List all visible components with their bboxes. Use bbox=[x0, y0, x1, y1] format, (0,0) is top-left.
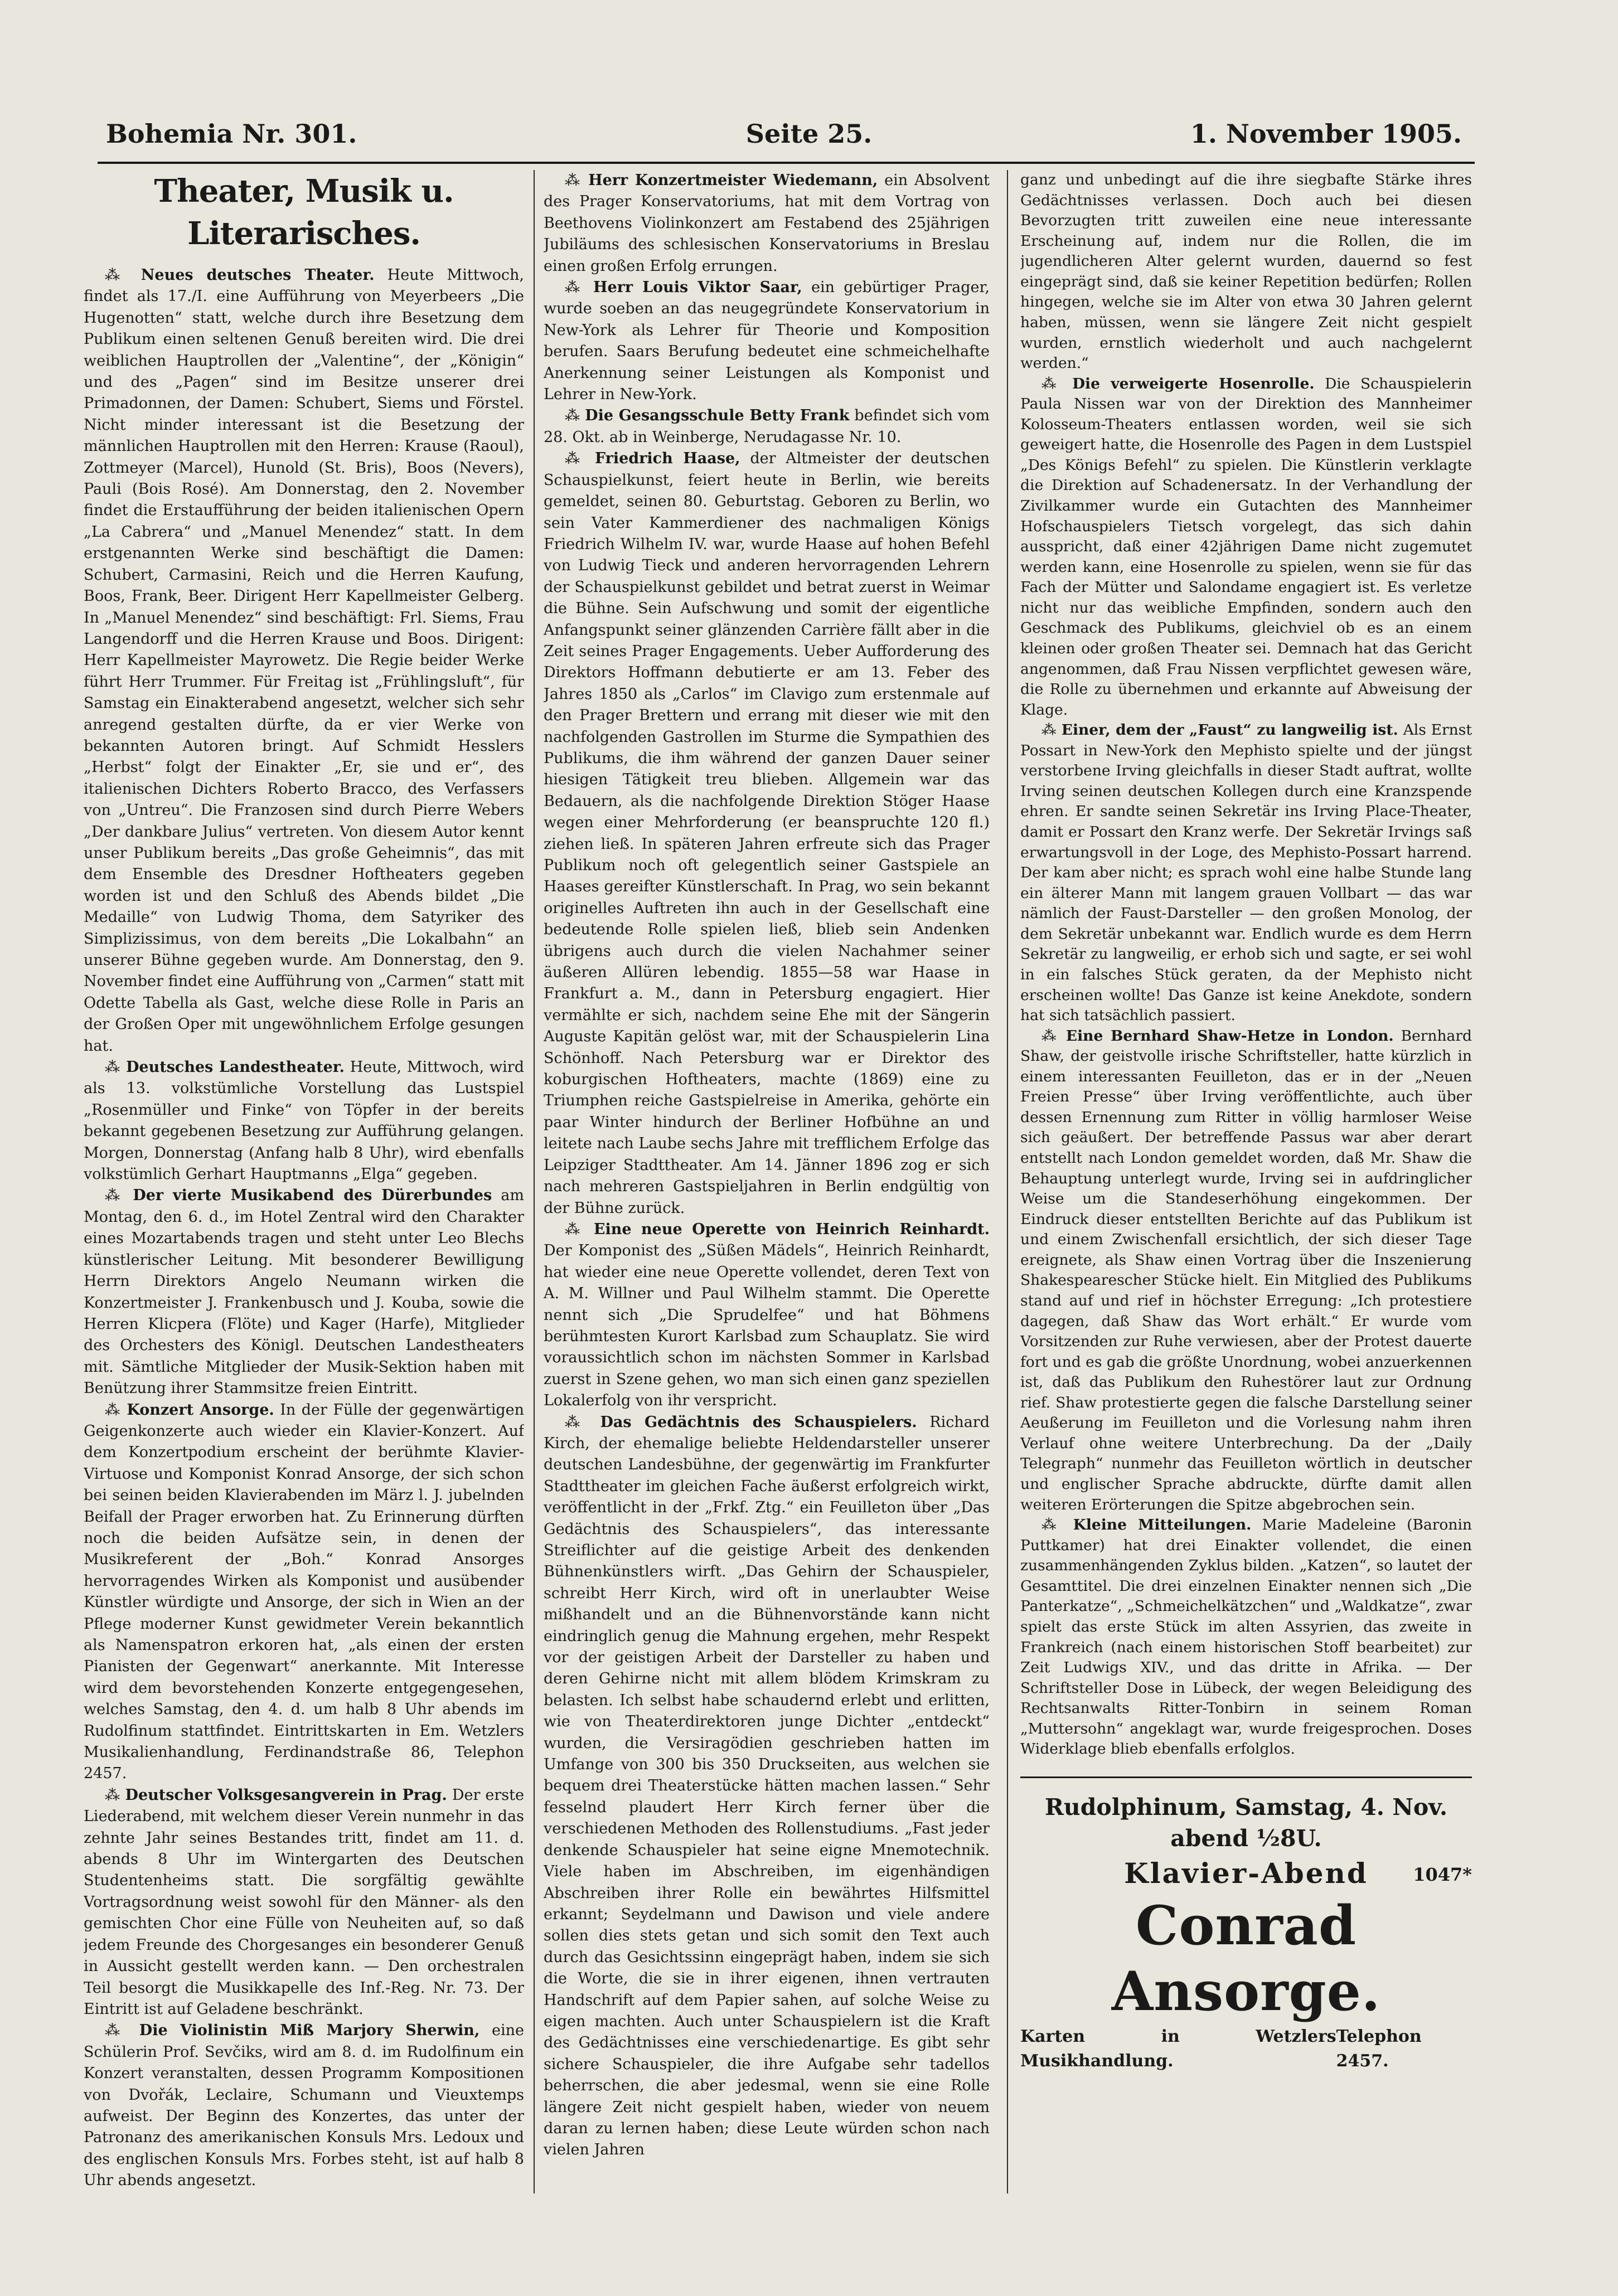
article-marker-icon: ⁂ bbox=[565, 1220, 594, 1238]
ad-footer bbox=[1020, 2025, 1472, 2074]
column-2 bbox=[544, 170, 990, 2199]
header-issue: Bohemia Nr. 301. bbox=[106, 119, 357, 149]
article-text: Marie Madeleine (Baronin Puttkamer) hat drei Einakter vollendet, die einen zusammenhängenden Zyklus bilden. „Katzen“, so lautet der Gesamttitel. Die drei einzelnen Einakter nennen sich „Die Panterkatze“, „Schmeichelkätzchen“ und „Waldkatze“, zwar spielt das erste Stück im alten Assyrien, das zweite in Frankreich (nach einem historischen Stoff bearbeitet) zur Zeit Ludwigs XIV., und das dritte in Afrika. — Der Schriftsteller Dose in Lübeck, der wegen Beleidigung des Rechtsanwalts Ritter-Tonbirn in seinem Roman „Muttersohn“ angeklagt war, wurde freigesprochen. Doses Widerklage blieb ebenfalls erfolglos. bbox=[1020, 1516, 1472, 1758]
article bbox=[84, 2020, 524, 2191]
ad-venue-line: Rudolphinum, Samstag, 4. Nov. abend ½8U. bbox=[1044, 1793, 1448, 1852]
article bbox=[1020, 1515, 1472, 1760]
article bbox=[544, 277, 990, 405]
article-text: ganz und unbedingt auf die ihre siegbafte Stärke ihres Gedächtnisses verlassen. Doch auch bei diesen Bevorzugten tritt zuweilen eine neue interessante Erscheinung auf, indem nur die Rollen, die im jugendlicheren Alter gelernt wurden, dauernd so fest eingeprägt sind, daß sie keiner Repetition bedürfen; Rollen hingegen, welche sie im Alter von etwa 30 Jahren gelernt haben, müssen, wenn sie längere Zeit nicht gespielt wurden, ernstlich wiederholt und auch nachgelernt werden.“ bbox=[1020, 171, 1472, 372]
header-page-number: Seite 25. bbox=[745, 119, 873, 149]
article-title: Neues deutsches Theater. bbox=[141, 266, 375, 284]
header-rule bbox=[98, 162, 1475, 164]
article-marker-icon: ⁂ bbox=[1041, 721, 1062, 739]
ad-number: 1047* bbox=[1413, 1863, 1472, 1885]
article-marker-icon: ⁂ bbox=[565, 172, 589, 189]
section-title: Theater, Musik u. Literarisches. bbox=[154, 173, 454, 252]
article bbox=[1020, 374, 1472, 721]
article-text: Bernhard Shaw, der geistvolle irische Schriftsteller, hatte kürzlich in einem interessanten Feuilleton, das er in der „Neuen Freien Presse“ über Irving veröffentlichte, auch über dessen Ernennung zum Ritter in völlig harmloser Weise sich geäußert. Der betreffende Passus war aber derart entstellt nach London gemeldet worden, daß Mr. Shaw die Behauptung unterlegt wurde, Irving sei in aufdringlicher Weise um die Standeserhöhung eingekommen. Der Eindruck dieser entstellten Berichte auf das Publikum ist und einem Zwischenfall ersichtlich, der sich dieser Tage ereignete, als Shaw einen Vortrag über die Inszenierung Shakespearescher Stücke hielt. Ein Mitglied des Publikums stand auf und rief in höchster Erregung: „Ich protestiere dagegen, daß Shaw das Wort erhält.“ Er wurde vom Vorsitzenden zur Ruhe verwiesen, aber der Protest dauerte fort und es gab die größte Unordnung, wobei anzuerkennen ist, daß das Publikum den Ruhestörer laut zur Ordnung rief. Shaw protestierte gegen die falsche Darstellung seiner Aeußerung im Feuilleton und die Vorlesung nahm ihren Verlauf ohne weitere Unterbrechung. Da der „Daily Telegraph“ nunmehr das Feuilleton wörtlich in deutscher und englischer Sprache abdruckte, dürfte damit allen weiteren Erörterungen die Spitze abgebrochen sein. bbox=[1020, 1027, 1472, 1513]
article-text: eine Schülerin Prof. Sevčiks, wird am 8. d. im Rudolfinum ein Konzert veranstalten, dessen Programm Kompositionen von Dvořák, Leclaire, Schumann und Vieuxtemps aufweist. Der Beginn des Konzertes, das unter der Patronanz des amerikanischen Konsuls Mrs. Ledoux und des englischen Konsuls Mrs. Forbes steht, ist auf halb 8 Uhr abends angesetzt. bbox=[84, 2022, 524, 2190]
article-marker-icon: ⁂ bbox=[105, 1187, 133, 1205]
article bbox=[544, 1219, 990, 1412]
article-title: Deutscher Volksgesangverein in Prag. bbox=[125, 1786, 447, 1804]
article-title: Der vierte Musikabend des Dürerbundes bbox=[133, 1187, 492, 1205]
article bbox=[84, 265, 524, 1057]
article bbox=[1020, 720, 1472, 1026]
advertisement bbox=[1020, 1776, 1472, 2074]
ad-telephone: Telephon 2457. bbox=[1336, 2026, 1422, 2071]
ad-event-title: Klavier-Abend bbox=[1124, 1856, 1368, 1890]
article-text: Heute, Mittwoch, wird als 13. volkstümliche Vorstellung das Lustspiel „Rosenmüller und Finke“ von Töpfer in der bereits bekannt gegebenen Besetzung zur Aufführung gelangen. Morgen, Donnerstag (Anfang halb 8 Uhr), wird ebenfalls volkstümlich Gerhart Hauptmanns „Elga“ gegeben. bbox=[84, 1059, 524, 1183]
article-title: Die verweigerte Hosenrolle. bbox=[1072, 375, 1315, 392]
article-text: Der Komponist des „Süßen Mädels“, Heinrich Reinhardt, hat wieder eine neue Operette vollendet, deren Text von A. M. Willner und Paul Wilhelm stammt. Die Operette nennt sich „Die Sprudelfee“ und hat Böhmens berühmtesten Kurort Karlsbad zum Schauplatz. Sie wird voraussichtlich schon im nächsten Sommer in Karlsbad zuerst in Szene gehen, wo man sich einen ganz speziellen Lokalerfolg von ihr verspricht. bbox=[544, 1242, 990, 1410]
article bbox=[84, 1785, 524, 2020]
article-text: am Montag, den 6. d., im Hotel Zentral wird den Charakter eines Mozartabends tragen und steht unter Leo Blechs künstlerischer Leitung. Mit besonderer Bewilligung Herrn Direktors Angelo Neumann wirken die Konzertmeister J. Frankenbusch und J. Kouba, sowie die Herren Klicpera (Flöte) und Kager (Harfe), Mitglieder des Orchesters des Königl. Deutschen Landestheaters mit. Sämtliche Mitglieder der Musik-Sektion haben mit Benützung ihrer Stammsitze freien Eintritt. bbox=[84, 1187, 524, 1397]
article bbox=[544, 448, 990, 1219]
column-divider bbox=[1007, 170, 1008, 2193]
article-text: Die Schauspielerin Paula Nissen war von der Direktion des Mannheimer Kolosseum-Theaters entlassen worden, weil sie sich geweigert hatte, die Hosenrolle des Pagen in dem Lustspiel „Des Königs Befehl“ zu spielen. Die Künstlerin verklagte die Direktion auf Schadenersatz. In der Verhandlung der Zivilkammer wurde ein Gutachten des Mannheimer Hofschauspielers Tietsch vorgelegt, das sich dahin ausspricht, daß einer 42jährigen Dame nicht zugemutet werden kann, eine Hosenrolle zu spielen, wenn sie für das Fach der Mütter und Salondame engagiert ist. Es verletze nicht nur das weibliche Empfinden, sondern auch den Geschmack des Publikums, gleichviel ob es an einem kleinen oder großen Theater sei. Demnach hat das Gericht angenommen, daß Frau Nissen verpflichtet gewesen wäre, die Rolle zu übernehmen und erkannte auf Abweisung der Klage. bbox=[1020, 375, 1472, 719]
article-marker-icon: ⁂ bbox=[105, 1401, 127, 1419]
article-text: ein Absolvent des Prager Konservatoriums, hat mit dem Vortrag von Beethovens Violinkonzert am Festabend des 25jährigen Jubiläums des schlesischen Konservatoriums in Breslau einen großen Erfolg errungen. bbox=[544, 172, 990, 275]
article-title: Herr Louis Viktor Saar, bbox=[593, 279, 802, 297]
article-text: Heute Mittwoch, findet als 17./I. eine Aufführung von Meyerbeers „Die Hugenotten“ statt, welche durch ihre Besetzung dem Publikum einen seltenen Genuß bereiten wird. Die drei weiblichen Hauptrollen der „Valentine“, der „Königin“ und des „Pagen“ sind im Besitze unserer drei Primadonnen, der Damen: Schubert, Siems und Förstel. Nicht minder interessant ist die Besetzung der männlichen Hauptrollen mit den Herren: Krause (Raoul), Zottmeyer (Marcel), Hunold (St. Bris), Boos (Nevers), Pauli (Bois Rosé). Am Donnerstag, den 2. November findet die Erstaufführung der beiden italienischen Opern „La Cabrera“ und „Manuel Menendez“ statt. In dem erstgenannten Werke sind beschäftigt die Damen: Schubert, Carmasini, Reich und die Herren Kaufung, Boos, Frank, Beer. Dirigent Herr Kapellmeister Gelberg. In „Manuel Menendez“ sind beschäftigt: Frl. Siems, Frau Langendorff und die Herren Krause und Boos. Dirigent: Herr Kapellmeister Mayrowetz. Die Regie beider Werke führt Herr Trummer. Für Freitag ist „Frühlingsluft“, für Samstag ein Einakterabend angesetzt, welcher sich sehr anregend gestalten dürfte, da er vier Werke von bekannten Autoren bringt. Auf Schmidt Hesslers „Herbst“ folgt der Einakter „Er, sie und er“, des italienischen Dichters Roberto Bracco, des Verfassers von „Untreu“. Die Franzosen sind durch Pierre Webers „Der dankbare Julius“ vertreten. Von diesem Autor kennt unser Publikum bereits „Das große Geheimnis“, das mit dem Ensemble des Dresdner Hoftheaters gegeben worden ist und den Schluß des Abends bildet „Die Medaille“ von Ludwig Thoma, dem Satyriker des Simplizissimus, von dem bereits „Die Lokalbahn“ an unserer Bühne gegeben wurde. Am Donnerstag, den 9. November findet eine Aufführung von „Carmen“ statt mit Odette Tabella als Gast, welche diese Rolle in Paris an der Großen Oper mit ungewöhnlichem Erfolge gesungen hat. bbox=[84, 266, 524, 1055]
article-title: Die Gesangsschule Betty Frank bbox=[585, 407, 850, 425]
article-text: Als Ernst Possart in New-York den Mephisto spielte und der jüngst verstorbene Irving gleichfalls in dieser Stadt auftrat, wollte Irving seinen deutschen Kollegen durch eine Kranzspende ehren. Er sandte seinen Sekretär ins Irving Place-Theater, damit er Possart den Kranz werfe. Der Sekretär Irvings saß erwartungsvoll in der Loge, des Mephisto-Possart harrend. Der kam aber nicht; es sprach wohl eine halbe Stunde lang ein älterer Mann mit langem grauen Vollbart — das war nämlich der Faust-Darsteller — den großen Monolog, der dem Sekretär unbekannt war. Endlich wurde es dem Herrn Sekretär zu langweilig, er erhob sich und sagte, er sei wohl in ein falsches Stück geraten, da der Mephisto nicht erscheinen wollte! Das Ganze ist keine Anekdote, sondern hat sich tatsächlich passiert. bbox=[1020, 721, 1472, 1025]
article-marker-icon: ⁂ bbox=[565, 1413, 600, 1431]
column-3-articles bbox=[1020, 170, 1472, 1760]
article-text: Richard Kirch, der ehemalige beliebte Heldendarsteller unserer deutschen Landesbühne, der gegenwärtig im Frankfurter Stadttheater im gleichen Fache äußerst erfolgreich wirkt, veröffentlicht in der „Frkf. Ztg.“ ein Feuilleton über „Das Gedächtnis des Schauspielers“, das interessante Streiflichter auf die geistige Arbeit des denkenden Bühnenkünstlers wirft. „Das Gehirn der Schauspieler, schreibt Herr Kirch, wird oft in unerlaubter Weise mißhandelt und an die Bühnenvorstände kann nicht eindringlich genug die Mahnung ergehen, mehr Respekt vor der geistigen Arbeit der Darsteller zu haben und deren Gehirne nicht mit allem blödem Krimskram zu belasten. Ich selbst habe schaudernd erlebt und erlitten, wie von Theaterdirektoren junge Dichter „entdeckt“ wurden, die Versiragödien geschrieben hatten im Umfange von 300 bis 350 Druckseiten, aus welchen sie bequem drei Theaterstücke hätten machen lassen.“ Sehr fesselnd plaudert Herr Kirch ferner über die verschiedenen Methoden des Rollenstudiums. „Fast jeder denkende Schauspieler hat seine eigne Mnemotechnik. Viele haben im Abschreiben, im eigenhändigen Abschreiben ihrer Rolle ein bewährtes Hilfsmittel erkannt; Seydelmann und Dawison und viele andere sollen dies stets getan und sich somit den Text auch durch das Gesichtssinn eingeprägt haben, indem sie sich die Worte, die sie in ihrer eigenen, ihnen vertrauten Handschrift auf dem Papier sahen, auf solche Weise zu eigen machten. Auch unter Schauspielern ist die Kraft des Gedächtnisses eine verschiedenartige. Es gibt sehr sichere Schauspieler, die ihre Aufgabe sehr tadellos beherrschen, die aber jedesmal, wenn sie eine Rolle längere Zeit nicht gespielt haben, wieder von neuem daran zu lernen haben; diese Leute würden schon nach vielen Jahren bbox=[544, 1413, 990, 2159]
article-marker-icon: ⁂ bbox=[105, 1786, 125, 1804]
article-title: Kleine Mitteilungen. bbox=[1073, 1516, 1252, 1534]
article bbox=[84, 1057, 524, 1185]
article-title: Einer, dem der „Faust“ zu langweilig ist. bbox=[1061, 721, 1398, 739]
article bbox=[544, 1412, 990, 2161]
article-marker-icon: ⁂ bbox=[105, 2022, 139, 2040]
article-marker-icon: ⁂ bbox=[105, 1059, 126, 1076]
article-marker-icon: ⁂ bbox=[565, 279, 593, 297]
article bbox=[544, 170, 990, 277]
article bbox=[1020, 170, 1472, 374]
article-marker-icon: ⁂ bbox=[565, 450, 595, 468]
article-title: Eine neue Operette von Heinrich Reinhardt. bbox=[593, 1220, 990, 1238]
article-marker-icon: ⁂ bbox=[1041, 1516, 1073, 1534]
article-title: Friedrich Haase, bbox=[594, 450, 740, 468]
article-marker-icon: ⁂ bbox=[1041, 1027, 1066, 1045]
article-title: Eine Bernhard Shaw-Hetze in London. bbox=[1065, 1027, 1394, 1045]
column-1 bbox=[84, 170, 524, 2199]
article bbox=[544, 405, 990, 448]
article-title: Die Violinistin Miß Marjory Sherwin, bbox=[139, 2022, 480, 2040]
article bbox=[1020, 1026, 1472, 1516]
article-text: ein gebürtiger Prager, wurde soeben an das neugegründete Konservatorium in New-York als Lehrer für Theorie und Komposition berufen. Saars Berufung bedeutet eine schmeichelhafte Anerkennung seiner Leistungen als Komponist und Lehrer in New-York. bbox=[544, 279, 990, 404]
article bbox=[84, 1185, 524, 1399]
column-3 bbox=[1020, 170, 1472, 2199]
article-title: Konzert Ansorge. bbox=[127, 1401, 274, 1419]
article-title: Das Gedächtnis des Schauspielers. bbox=[600, 1413, 917, 1431]
column-divider bbox=[534, 170, 535, 2193]
ad-event-line bbox=[1020, 1854, 1472, 1893]
ad-tickets: Karten in Wetzlers Musikhandlung. bbox=[1020, 2026, 1336, 2071]
header-date: 1. November 1905. bbox=[1190, 119, 1462, 149]
article-text: Der erste Liederabend, mit welchem dieser Verein nunmehr in das zehnte Jahr seines Bestandes tritt, findet am 11. d. abends 8 Uhr im Wintergarten des Deutschen Studentenheims statt. Die sorgfältig gewählte Vortragsordnung weist sowohl für den Männer- als den gemischten Chor eine Fülle von Neuheiten auf, so daß jedem Freunde des Chorgesanges ein besonderer Genuß in Aussicht gestellt werden kann. — Den orchestralen Teil besorgt die Musikkapelle des Inf.-Reg. Nr. 73. Der Eintritt ist auf Geladene beschränkt. bbox=[84, 1786, 524, 2018]
article-text: befindet sich vom 28. Okt. ab in Weinberge, Nerudagasse Nr. 10. bbox=[544, 407, 990, 446]
ad-performer: Conrad Ansorge. bbox=[1111, 1894, 1381, 2023]
article-title: Deutsches Landestheater. bbox=[126, 1059, 345, 1076]
article-text: In der Fülle der gegenwärtigen Geigenkonzerte auch wieder ein Klavier-Konzert. Auf dem Konzertpodium erscheint der berühmte Klavier-Virtuose und Komponist Konrad Ansorge, der sich schon bei seinen beiden Klavierabenden im März l. J. jubelnden Beifall der Prager erworben hat. Zu Erinnerung dürften noch die beiden Aufsätze sein, in denen der Musikreferent der „Boh.“ Konrad Ansorges hervorragendes Wirken als Komponist und ausübender Künstler würdigte und Ansorge, der sich in Wien an der Pflege moderner Kunst gewidmeter Verein bekanntlich als Namenspatron erkoren hat, „als einen der ersten Pianisten der Gegenwart“ anerkannte. Mit Interesse wird dem bevorstehenden Konzerte entgegengesehen, welches Samstag, den 4. d. um halb 8 Uhr abends im Rudolfinum stattfindet. Eintrittskarten in Em. Wetzlers Musikalienhandlung, Ferdinandstraße 86, Telephon 2457. bbox=[84, 1401, 524, 1783]
article-title: Herr Konzertmeister Wiedemann, bbox=[588, 172, 878, 189]
article-marker-icon: ⁂ bbox=[565, 407, 585, 425]
article-marker-icon: ⁂ bbox=[105, 266, 141, 284]
article-text: der Altmeister der deutschen Schauspielkunst, feiert heute in Berlin, wie bereits gemeldet, seinen 80. Geburtstag. Geboren zu Berlin, wo sein Vater Kammerdiener des nachmaligen Königs Friedrich Wilhelm IV. war, wurde Haase auf hohen Befehl von Ludwig Tieck und anderen hervorragenden Lehrern der Schauspielkunst gebildet und betrat zuerst in Weimar die Bühne. Sein Aufschwung und somit der eigentliche Anfangspunkt seiner glänzenden Carrière fällt aber in die Zeit seines Prager Engagements. Ueber Aufforderung des Direktors Hoffmann debutierte er am 13. Feber des Jahres 1850 als „Carlos“ im Clavigo zum erstenmale auf den Prager Brettern und errang mit dieser wie mit den nachfolgenden Gastrollen im Sturme die Sympathien des Publikums, die ihm während der ganzen Dauer seiner hiesigen Tätigkeit treu blieben. Allgemein war das Bedauern, als die nachfolgende Direktion Stöger Haase wegen einer Mehrforderung (er beanspruchte 120 fl.) ziehen ließ. In späteren Jahren erfreute sich das Prager Publikum noch oft gelegentlich seiner Gastspiele an Haases gereifter Künstlerschaft. In Prag, wo sein bekannt originelles Auftreten ihn auch in der Gesellschaft eine bedeutende Rolle spielen ließ, blieb sein Andenken übrigens auch durch die vielen Nachahmer seiner äußeren Allüren lebendig. 1855—58 war Haase in Frankfurt a. M., dann in Petersburg engagiert. Hier vermählte er sich, nachdem seine Ehe mit der Sängerin Auguste Kapitän gelöst war, mit der Schauspielerin Lina Schönhoff. Nach Petersburg war er Direktor des koburgischen Hoftheaters, machte (1869) eine zu Triumphen reiche Gastspielreise in Amerika, gehörte ein paar Winter hindurch der Berliner Hofbühne an und leitete nach Laube sechs Jahre mit trefflichem Erfolge das Leipziger Stadttheater. Am 14. Jänner 1896 zog er sich nach mehreren Gastspieljahren in Berlin endgültig von der Bühne zurück. bbox=[544, 450, 990, 1217]
article bbox=[84, 1400, 524, 1785]
article-marker-icon: ⁂ bbox=[1041, 375, 1073, 392]
